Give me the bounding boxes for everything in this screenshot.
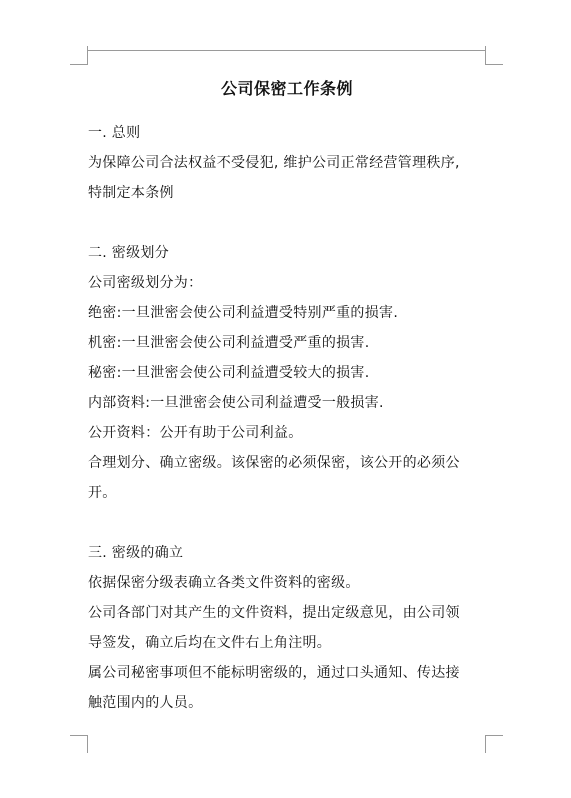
top-right-corner-mark-v bbox=[485, 46, 486, 64]
paragraph-line: 触范围内的人员。 bbox=[88, 695, 203, 711]
section-heading-classification-establishment: 三. 密级的确立 bbox=[88, 545, 184, 561]
bottom-right-corner-mark-h bbox=[485, 735, 503, 736]
paragraph-line: 公司密级划分为： bbox=[88, 275, 203, 291]
paragraph-line: 属公司秘密事项但不能标明密级的，通过口头通知、传达接 bbox=[88, 665, 460, 681]
bottom-right-corner-mark-v bbox=[485, 735, 486, 753]
paragraph-line: 内部资料:一旦泄密会使公司利益遭受一般损害. bbox=[88, 395, 384, 411]
paragraph-line: 公司各部门对其产生的文件资料，提出定级意见，由公司领 bbox=[88, 605, 460, 621]
top-left-corner-mark-v bbox=[87, 46, 88, 64]
top-right-corner-mark-h bbox=[485, 64, 503, 65]
paragraph-line: 开。 bbox=[88, 485, 117, 501]
paragraph-line: 特制定本条例 bbox=[88, 185, 174, 201]
paragraph-line: 秘密:一旦泄密会使公司利益遭受较大的损害. bbox=[88, 365, 370, 381]
top-left-corner-mark-h bbox=[70, 64, 88, 65]
bottom-left-corner-mark-h bbox=[70, 735, 88, 736]
paragraph-line: 为保障公司合法权益不受侵犯, 维护公司正常经营管理秩序, bbox=[88, 155, 460, 171]
paragraph-line: 导签发，确立后均在文件右上角注明。 bbox=[88, 635, 332, 651]
top-margin-line bbox=[88, 50, 485, 51]
bottom-left-corner-mark-v bbox=[87, 735, 88, 753]
paragraph-line: 机密:一旦泄密会使公司利益遭受严重的损害. bbox=[88, 335, 370, 351]
paragraph-line: 合理划分、确立密级。该保密的必须保密，该公开的必须公 bbox=[88, 455, 460, 471]
paragraph-line: 绝密:一旦泄密会使公司利益遭受特别严重的损害. bbox=[88, 305, 399, 321]
section-heading-classification: 二. 密级划分 bbox=[88, 245, 169, 261]
document-title: 公司保密工作条例 bbox=[220, 79, 353, 98]
paragraph-line: 依据保密分级表确立各类文件资料的密级。 bbox=[88, 575, 360, 591]
section-heading-general: 一. 总则 bbox=[88, 125, 141, 141]
paragraph-line: 公开资料：公开有助于公司利益。 bbox=[88, 425, 303, 441]
